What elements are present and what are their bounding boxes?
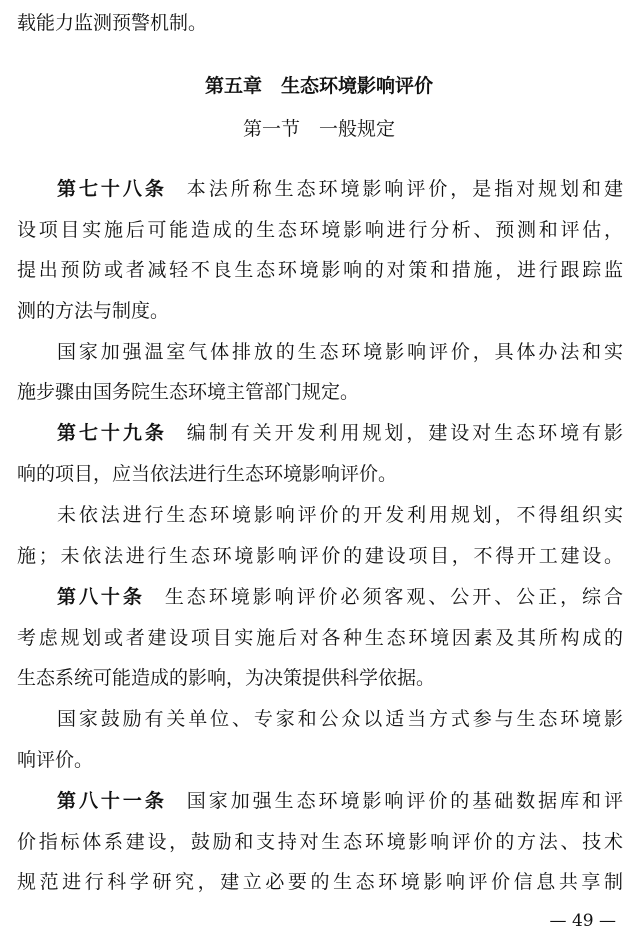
intro-line: 载能力监测预警机制。 bbox=[17, 12, 208, 34]
chapter-title: 第五章 生态环境影响评价 bbox=[204, 75, 433, 97]
article-78-line-3: 提出预防或者减轻不良生态环境影响的对策和措施，进行跟踪监 bbox=[17, 259, 623, 281]
article-80-title: 第八十条 bbox=[57, 586, 145, 608]
article-80-line-1: 第八十条 生态环境影响评价必须客观、公开、公正，综合 bbox=[57, 586, 623, 608]
article-80-para-2-line-2: 响评价。 bbox=[17, 749, 94, 771]
article-78-line-2: 设项目实施后可能造成的生态环境影响进行分析、预测和评估， bbox=[17, 219, 623, 241]
article-79-line-2: 响的项目，应当依法进行生态环境影响评价。 bbox=[17, 463, 398, 485]
article-79-para-2-line-2: 施；未依法进行生态环境影响评价的建设项目，不得开工建设。 bbox=[17, 545, 623, 567]
article-78-line-4: 测的方法与制度。 bbox=[17, 300, 170, 322]
article-79-para-2-line-1: 未依法进行生态环境影响评价的开发利用规划，不得组织实 bbox=[57, 504, 623, 526]
article-81-line-3: 规范进行科学研究，建立必要的生态环境影响评价信息共享制 bbox=[17, 871, 623, 893]
article-81-title: 第八十一条 bbox=[57, 790, 167, 812]
section-title: 第一节 一般规定 bbox=[242, 118, 395, 140]
article-81-line-1: 第八十一条 国家加强生态环境影响评价的基础数据库和评 bbox=[57, 790, 623, 812]
page-number: — 49 — bbox=[549, 911, 616, 931]
article-78-title: 第七十八条 bbox=[57, 178, 167, 200]
article-80-line-2: 考虑规划或者建设项目实施后对各种生态环境因素及其所构成的 bbox=[17, 627, 623, 649]
article-81-line-2: 价指标体系建设，鼓励和支持对生态环境影响评价的方法、技术 bbox=[17, 831, 623, 853]
article-80-line-3: 生态系统可能造成的影响，为决策提供科学依据。 bbox=[17, 667, 436, 689]
article-79-line-1: 第七十九条 编制有关开发利用规划，建设对生态环境有影 bbox=[57, 422, 623, 444]
article-78-para-2-line-1: 国家加强温室气体排放的生态环境影响评价，具体办法和实 bbox=[57, 341, 623, 363]
article-78-line-1: 第七十八条 本法所称生态环境影响评价，是指对规划和建 bbox=[57, 178, 623, 200]
article-80-para-2-line-1: 国家鼓励有关单位、专家和公众以适当方式参与生态环境影 bbox=[57, 708, 623, 730]
article-79-title: 第七十九条 bbox=[57, 422, 167, 444]
article-78-para-2-line-2: 施步骤由国务院生态环境主管部门规定。 bbox=[17, 381, 360, 403]
